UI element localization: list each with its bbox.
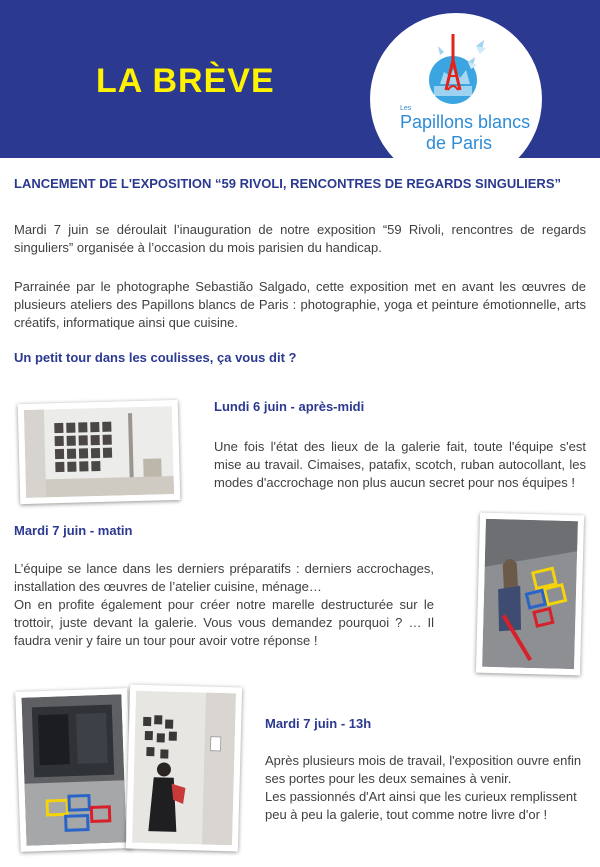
- intro-paragraph: Mardi 7 juin se déroulait l’inauguration de notre exposition “59 Rivoli, rencontres de regards singuliers” organisée à l’occasion du mois parisien du handicap.: [14, 222, 586, 255]
- article-title: LANCEMENT DE L'EXPOSITION “59 RIVOLI, RENCONTRES DE REGARDS SINGULIERS”: [14, 176, 561, 191]
- section-text-line: L’équipe se lance dans les derniers préparatifs : derniers accrochages, installation des œuvres de l’atelier cuisine, ménage…: [14, 561, 434, 594]
- subheading: Un petit tour dans les coulisses, ça vous dit ?: [14, 350, 297, 365]
- photo-visitor-gallery: [126, 685, 242, 852]
- section-heading-lundi: Lundi 6 juin - après-midi: [214, 399, 365, 414]
- photo-hopscotch-sidewalk: [476, 513, 584, 676]
- photo-gallery-storefront: [15, 688, 133, 852]
- eiffel-tower-butterfly-icon: [420, 32, 500, 107]
- section-text-line: On en profite également pour créer notre marelle destructurée sur le trottoir, juste devant la galerie. Vous vous demandez pourquoi ? … Il faudra venir y faire un tour pour avoir votre réponse !: [14, 597, 434, 648]
- logo-name-line1: Papillons blancs: [400, 112, 531, 132]
- photo-gallery-wall: [18, 400, 181, 504]
- section-text-mardi-13h: [265, 752, 587, 824]
- section-text-mardi-matin: [14, 560, 434, 650]
- section-text-line: Les passionnés d'Art ainsi que les curieux remplissent peu à peu la galerie, tout comme notre livre d'or !: [265, 789, 577, 822]
- section-heading-mardi-matin: Mardi 7 juin - matin: [14, 523, 133, 538]
- brand-title: LA BRÈVE: [96, 62, 275, 100]
- section-text-lundi: Une fois l'état des lieux de la galerie fait, toute l'équipe s'est mise au travail. Cimaises, patafix, scotch, ruban autocollant, les modes d'accrochage non plus aucun secret pour nos équipes !: [214, 439, 586, 490]
- logo-les-text: Les: [400, 105, 412, 112]
- sponsor-paragraph: Parrainée par le photographe Sebastião Salgado, cette exposition met en avant les œuvres de plusieurs ateliers des Papillons blancs de Paris : photographie, yoga et peinture émotionnelle, arts créatifs, informatique ainsi que cuisine.: [14, 279, 586, 330]
- section-text-line: Après plusieurs mois de travail, l'exposition ouvre enfin ses portes pour les deux semaines à venir.: [265, 753, 582, 786]
- logo-name-line2: de Paris: [426, 133, 493, 153]
- section-heading-mardi-13h: Mardi 7 juin - 13h: [265, 716, 372, 731]
